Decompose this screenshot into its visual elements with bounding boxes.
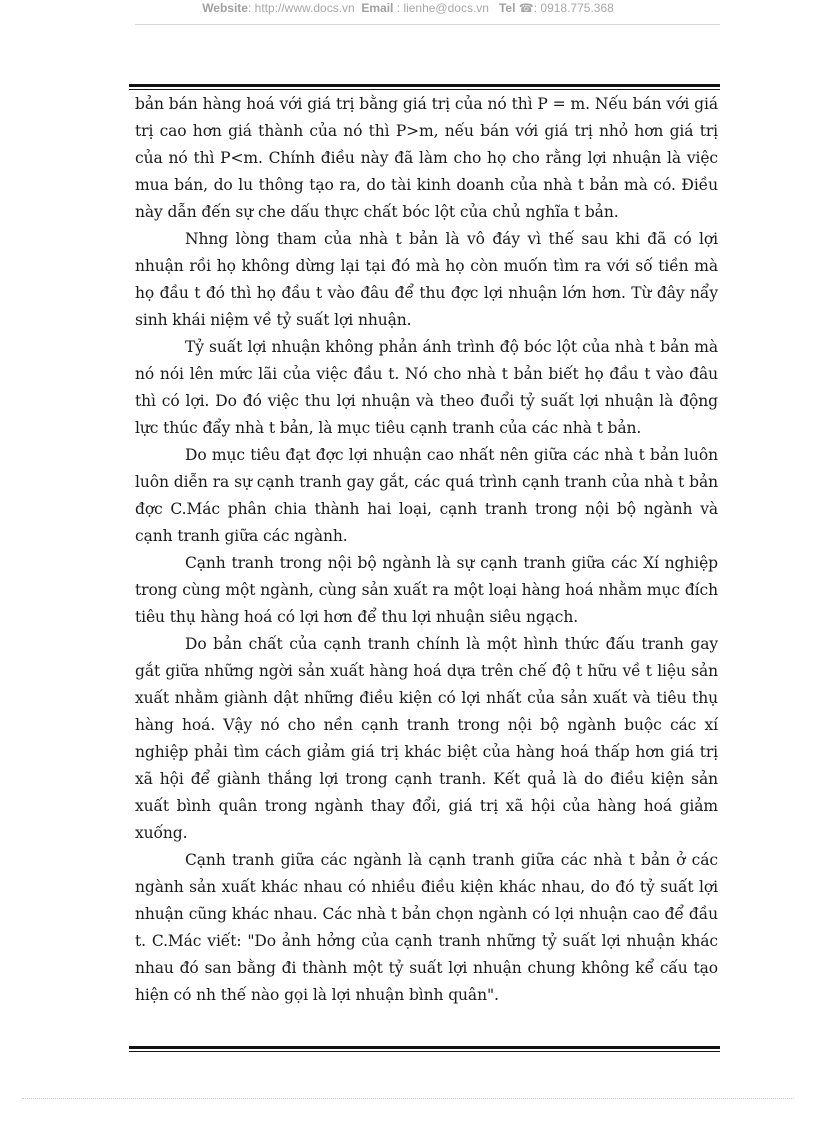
paragraph-2: Nhng lòng tham của nhà t bản là vô đáy vì thế sau khi đã có lợi nhuận rồi họ không dừng lại tại đó mà họ còn muốn tìm ra với số tiền mà họ đầu t đó thì họ đầu t vào đâu để thu đợc lợi nhuận lớn hơn. Từ đây nẩy sinh khái niệm về tỷ suất lợi nhuận. [135,230,718,329]
phone-icon: ☎ [518,1,534,15]
email-label: Email [361,1,394,15]
site-header [0,0,816,18]
tel-number: : 0918.775.368 [533,1,614,15]
paragraph-7: Cạnh tranh giữa các ngành là cạnh tranh giữa các nhà t bản ở các ngành sản xuất khác nhau có nhiều điều kiện khác nhau, do đó tỷ suất lợi nhuận cũng khác nhau. Các nhà t bản chọn ngành có lợi nhuận cao để đầu t. C.Mác viết: "Do ảnh hởng của cạnh tranh những tỷ suất lợi nhuận khác nhau đó san bằng đi thành một tỷ suất lợi nhuận chung không kể cấu tạo hiện có nh thế nào gọi là lợi nhuận bình quân". [135,851,718,1004]
paragraph-6: Do bản chất của cạnh tranh chính là một hình thức đấu tranh gay gắt giữa những ngời sản xuất hàng hoá dựa trên chế độ t hữu về t liệu sản xuất nhằm giành dật những điều kiện có lợi nhất của sản xuất và tiêu thụ hàng hoá. Vậy nó cho nền cạnh tranh trong nội bộ ngành buộc các xí nghiệp phải tìm cách giảm giá trị khác biệt của hàng hoá thấp hơn giá trị xã hội để giành thắng lợi trong cạnh tranh. Kết quả là do điều kiện sản xuất bình quân trong ngành thay đổi, giá trị xã hội của hàng hoá giảm xuống. [135,635,718,842]
paragraph-1: bản bán hàng hoá với giá trị bằng giá trị của nó thì P = m. Nếu bán với giá trị cao hơn giá thành của nó thì P>m, nếu bán với giá trị nhỏ hơn giá trị của nó thì P<m. Chính điều này đã làm cho họ cho rằng lợi nhuận là việc mua bán, do lu thông tạo ra, do tài kinh doanh của nhà t bản mà có. Điều này dẫn đến sự che dấu thực chất bóc lột của chủ nghĩa t bản. [135,95,718,221]
paragraph-3: Tỷ suất lợi nhuận không phản ánh trình độ bóc lột của nhà t bản mà nó nói lên mức lãi của việc đầu t. Nó cho nhà t bản biết họ đầu t vào đâu thì có lợi. Do đó việc thu lợi nhuận và theo đuổi tỷ suất lợi nhuận là động lực thúc đẩy nhà t bản, là mục tiêu cạnh tranh của các nhà t bản. [135,338,718,437]
footer-dotted-line [22,1098,794,1099]
email-address[interactable]: : lienhe@docs.vn [396,1,489,15]
document-body [135,91,718,1009]
tel-label: Tel [498,1,516,15]
paragraph-5: Cạnh tranh trong nội bộ ngành là sự cạnh tranh giữa các Xí nghiệp trong cùng một ngành, cùng sản xuất ra một loại hàng hoá nhằm mục đích tiêu thụ hàng hoá có lợi hơn để thu lợi nhuận siêu ngạch. [135,554,718,626]
bottom-double-rule [129,1046,720,1052]
top-double-rule [129,84,720,90]
website-label: Website [202,1,248,15]
website-url[interactable]: : http://www.docs.vn [247,1,355,15]
header-divider [135,24,720,25]
paragraph-4: Do mục tiêu đạt đợc lợi nhuận cao nhất nên giữa các nhà t bản luôn luôn diễn ra sự cạnh tranh gay gắt, các quá trình cạnh tranh của nhà t bản đợc C.Mác phân chia thành hai loại, cạnh tranh trong nội bộ ngành và cạnh tranh giữa các ngành. [135,446,718,545]
